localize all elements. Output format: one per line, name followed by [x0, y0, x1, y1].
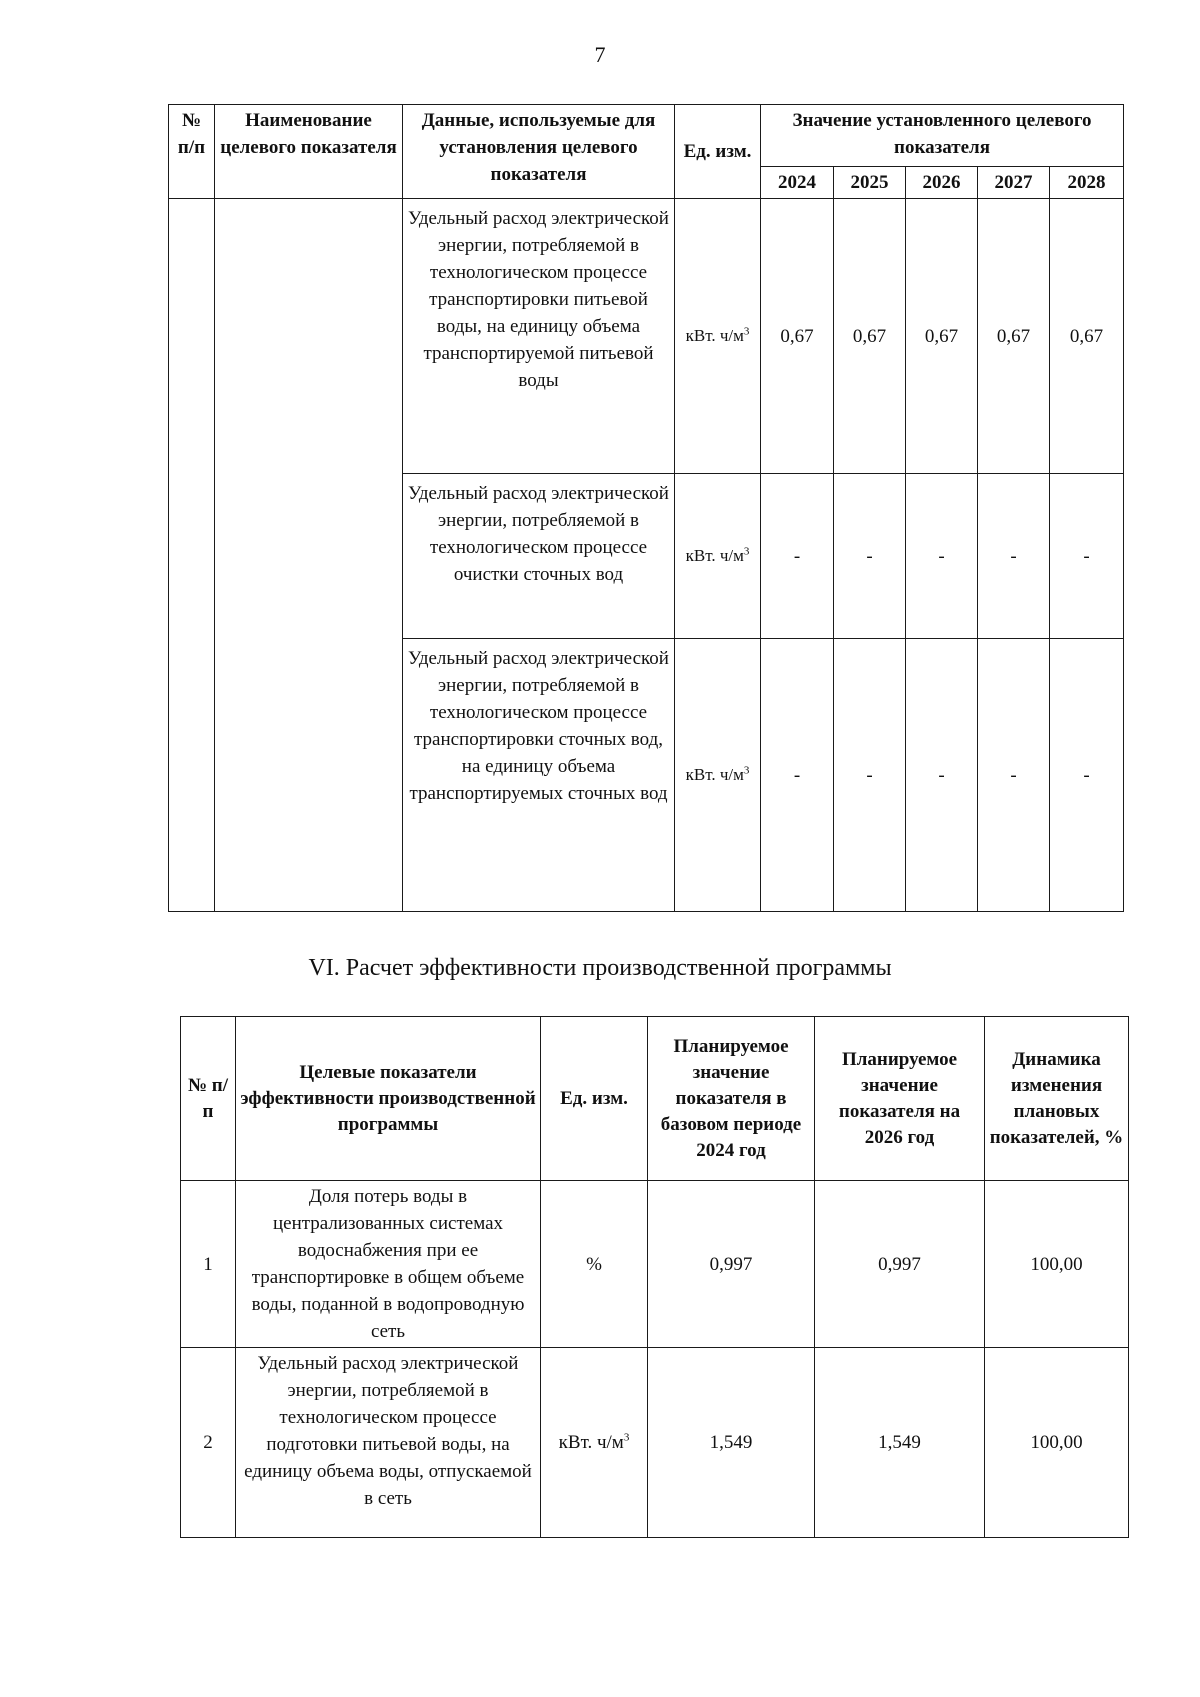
value-2027: -: [978, 474, 1050, 639]
empty-cell: [169, 639, 215, 912]
value-2026: -: [906, 639, 978, 912]
efficiency-table: [180, 1016, 1129, 1538]
header-year-2028: 2028: [1050, 167, 1124, 199]
target-indicators-table: [168, 104, 1124, 912]
header-indicator-name: Целевые показатели эффективности производственной программы: [236, 1017, 541, 1181]
section-title: VI. Расчет эффективности производственной программы: [308, 955, 892, 981]
base-value: 1,549: [648, 1348, 815, 1538]
dynamics-value: 100,00: [985, 1181, 1129, 1348]
dynamics-value: 100,00: [985, 1348, 1129, 1538]
value-2025: 0,67: [834, 199, 906, 474]
header-value-group: Значение установленного целевого показателя: [761, 105, 1124, 167]
header-base-value: Планируемое значение показателя в базовом периоде 2024 год: [648, 1017, 815, 1181]
header-num: № п/п: [181, 1017, 236, 1181]
header-num: № п/п: [169, 105, 215, 199]
header-unit: Ед. изм.: [675, 105, 761, 199]
table-row: [169, 639, 1124, 912]
indicator-name: Доля потерь воды в централизованных системах водоснабжения при ее транспортировке в общем объеме воды, поданной в водопроводную сеть: [236, 1181, 541, 1348]
header-indicator-name: Наименование целевого показателя: [215, 105, 403, 199]
unit-cell: кВт. $ч/м^3$: [675, 474, 761, 639]
indicator-name: Удельный расход электрической энергии, потребляемой в технологическом процессе подготовки питьевой воды, на единицу объема воды, отпускаемой в сеть: [236, 1348, 541, 1538]
indicator-data-text: Удельный расход электрической энергии, потребляемой в технологическом процессе очистки сточных вод: [403, 474, 675, 639]
header-year-2027: 2027: [978, 167, 1050, 199]
plan-value: 1,549: [815, 1348, 985, 1538]
value-2028: -: [1050, 474, 1124, 639]
value-2027: -: [978, 639, 1050, 912]
table-row: [169, 474, 1124, 639]
header-year-2025: 2025: [834, 167, 906, 199]
header-year-2024: 2024: [761, 167, 834, 199]
indicator-data-text: Удельный расход электрической энергии, потребляемой в технологическом процессе транспортировки питьевой воды, на единицу объема транспортируемой питьевой воды: [403, 199, 675, 474]
header-dynamics: Динамика изменения плановых показателей, %: [985, 1017, 1129, 1181]
value-2025: -: [834, 474, 906, 639]
value-2026: -: [906, 474, 978, 639]
value-2024: -: [761, 474, 834, 639]
base-value: 0,997: [648, 1181, 815, 1348]
plan-value: 0,997: [815, 1181, 985, 1348]
value-2028: 0,67: [1050, 199, 1124, 474]
unit-cell: кВт. $ч/м^3$: [675, 639, 761, 912]
empty-cell: [169, 199, 215, 474]
value-2026: 0,67: [906, 199, 978, 474]
row-num: 2: [181, 1348, 236, 1538]
unit-cell: кВт. $ч/м^3$: [675, 199, 761, 474]
header-unit: Ед. изм.: [541, 1017, 648, 1181]
header-year-2026: 2026: [906, 167, 978, 199]
value-2024: 0,67: [761, 199, 834, 474]
row-num: 1: [181, 1181, 236, 1348]
empty-cell: [169, 474, 215, 639]
value-2024: -: [761, 639, 834, 912]
unit-cell: кВт. $ч/м^3$: [541, 1348, 648, 1538]
empty-cell: [215, 199, 403, 474]
header-plan-value: Планируемое значение показателя на 2026 год: [815, 1017, 985, 1181]
unit-cell: %: [541, 1181, 648, 1348]
page-number: 7: [594, 42, 606, 67]
empty-cell: [215, 474, 403, 639]
value-2027: 0,67: [978, 199, 1050, 474]
empty-cell: [215, 639, 403, 912]
value-2028: -: [1050, 639, 1124, 912]
indicator-data-text: Удельный расход электрической энергии, потребляемой в технологическом процессе транспортировки сточных вод, на единицу объема транспортируемых сточных вод: [403, 639, 675, 912]
header-source-data: Данные, используемые для установления целевого показателя: [403, 105, 675, 199]
table-row: [181, 1181, 1129, 1348]
table-row: [181, 1348, 1129, 1538]
table-row: [169, 199, 1124, 474]
value-2025: -: [834, 639, 906, 912]
